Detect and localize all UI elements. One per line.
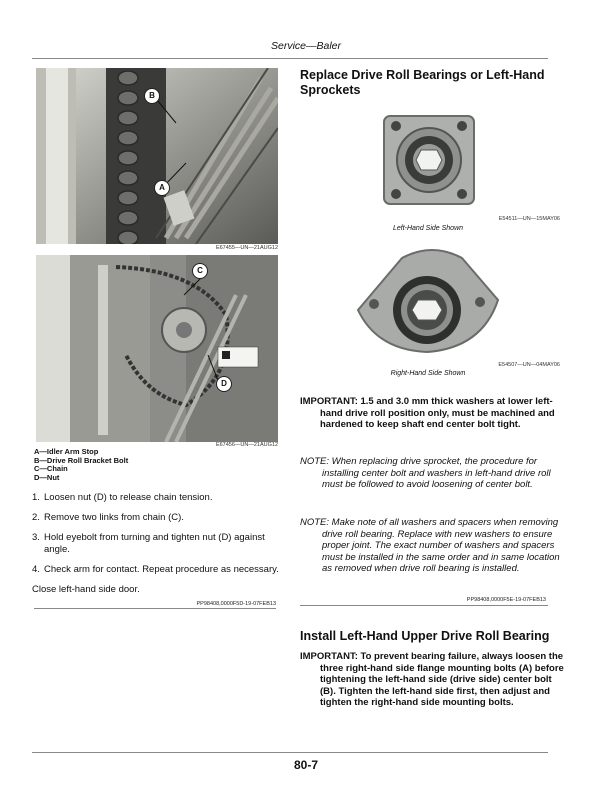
section1-title: Replace Drive Roll Bearings or Left-Hand Sprockets bbox=[300, 68, 545, 97]
photo1-code: E67455—UN—21AUG12 bbox=[215, 245, 278, 251]
step-2-number: 2. bbox=[32, 512, 40, 523]
right-reference-code: PP98408,0000F5E-19-07FEB13 bbox=[466, 597, 546, 603]
right-reference-rule bbox=[300, 605, 548, 606]
photo2-code: E67456—UN—21AUG12 bbox=[215, 442, 278, 448]
step-1 bbox=[32, 492, 284, 504]
step-1-text: Loosen nut (D) to release chain tension. bbox=[44, 492, 213, 503]
header-rule bbox=[32, 58, 548, 59]
callout-b: B bbox=[144, 88, 160, 104]
left-reference-rule bbox=[34, 608, 276, 609]
footer-rule bbox=[32, 752, 548, 753]
step-3 bbox=[32, 532, 284, 556]
section1-note-1: NOTE: When replacing drive sprocket, the procedure for installing center bolt and washers in left-hand drive roll must be followed to avoid loosening of center bolt. bbox=[300, 456, 551, 490]
closing-instruction: Close left-hand side door. bbox=[32, 584, 140, 595]
step-4-number: 4. bbox=[32, 564, 40, 575]
step-4-text: Check arm for contact. Repeat procedure as necessary. bbox=[44, 564, 279, 575]
step-4 bbox=[32, 564, 284, 576]
section2-important: IMPORTANT: To prevent bearing failure, always loosen the three right-hand side flange mounting bolts (A) before tightening the left-hand side (drive side) center bolt (B). Tighten the left-hand side first, then adjust and tighten the right-hand side mounting bolts. bbox=[300, 651, 564, 708]
step-2 bbox=[32, 512, 284, 524]
left-reference-code: PP98408,0000F5D-19-07FEB13 bbox=[196, 601, 276, 607]
callout-d: D bbox=[216, 376, 232, 392]
section2-title: Install Left-Hand Upper Drive Roll Bearing bbox=[300, 629, 550, 643]
running-header: Service—Baler bbox=[270, 40, 342, 52]
step-3-text: Hold eyebolt from turning and tighten nut (D) against angle. bbox=[44, 532, 265, 555]
bearing2-caption: Right-Hand Side Shown bbox=[390, 370, 466, 377]
photo-legend bbox=[34, 448, 128, 482]
legend-item-a: A—Idler Arm Stop bbox=[34, 447, 99, 456]
legend-item-d: D—Nut bbox=[34, 472, 60, 482]
section1-title-wrap bbox=[300, 68, 550, 98]
photo-right-hand-bearing bbox=[352, 240, 502, 360]
callout-c: C bbox=[192, 263, 208, 279]
photo-chain-nut-illustration bbox=[36, 255, 278, 442]
procedure-steps bbox=[32, 492, 284, 596]
bearing1-code: E54511—UN—15MAY06 bbox=[498, 216, 560, 222]
step-1-number: 1. bbox=[32, 492, 40, 503]
photo-chain-nut bbox=[36, 255, 278, 442]
bearing2-code: E54507—UN—04MAY06 bbox=[498, 362, 560, 368]
bearing-left-illustration bbox=[376, 104, 482, 214]
section1-important: IMPORTANT: 1.5 and 3.0 mm thick washers at lower left-hand drive roll position only, must be machined and hardened to keep shaft end center bolt tight. bbox=[300, 396, 555, 430]
step-2-text: Remove two links from chain (C). bbox=[44, 512, 184, 523]
legend-item-c: C—Chain bbox=[34, 464, 68, 474]
bearing-right-illustration bbox=[352, 240, 502, 360]
legend-item-b: B—Drive Roll Bracket Bolt bbox=[34, 455, 129, 465]
section2-title-wrap bbox=[300, 629, 550, 644]
photo-idler-arm bbox=[36, 68, 278, 244]
section1-note-2: NOTE: Make note of all washers and spacers when removing drive roll bearing. Replace with new washers to ensure proper joint. The exact number of washers and spacers must be installed in the same order and in same location as removed when drive roll bearing is installed. bbox=[300, 517, 560, 574]
bearing1-caption: Left-Hand Side Shown bbox=[392, 225, 464, 232]
photo-left-hand-bearing bbox=[376, 104, 482, 214]
step-3-number: 3. bbox=[32, 532, 40, 543]
callout-a: A bbox=[154, 180, 170, 196]
page-number: 80-7 bbox=[293, 758, 319, 772]
